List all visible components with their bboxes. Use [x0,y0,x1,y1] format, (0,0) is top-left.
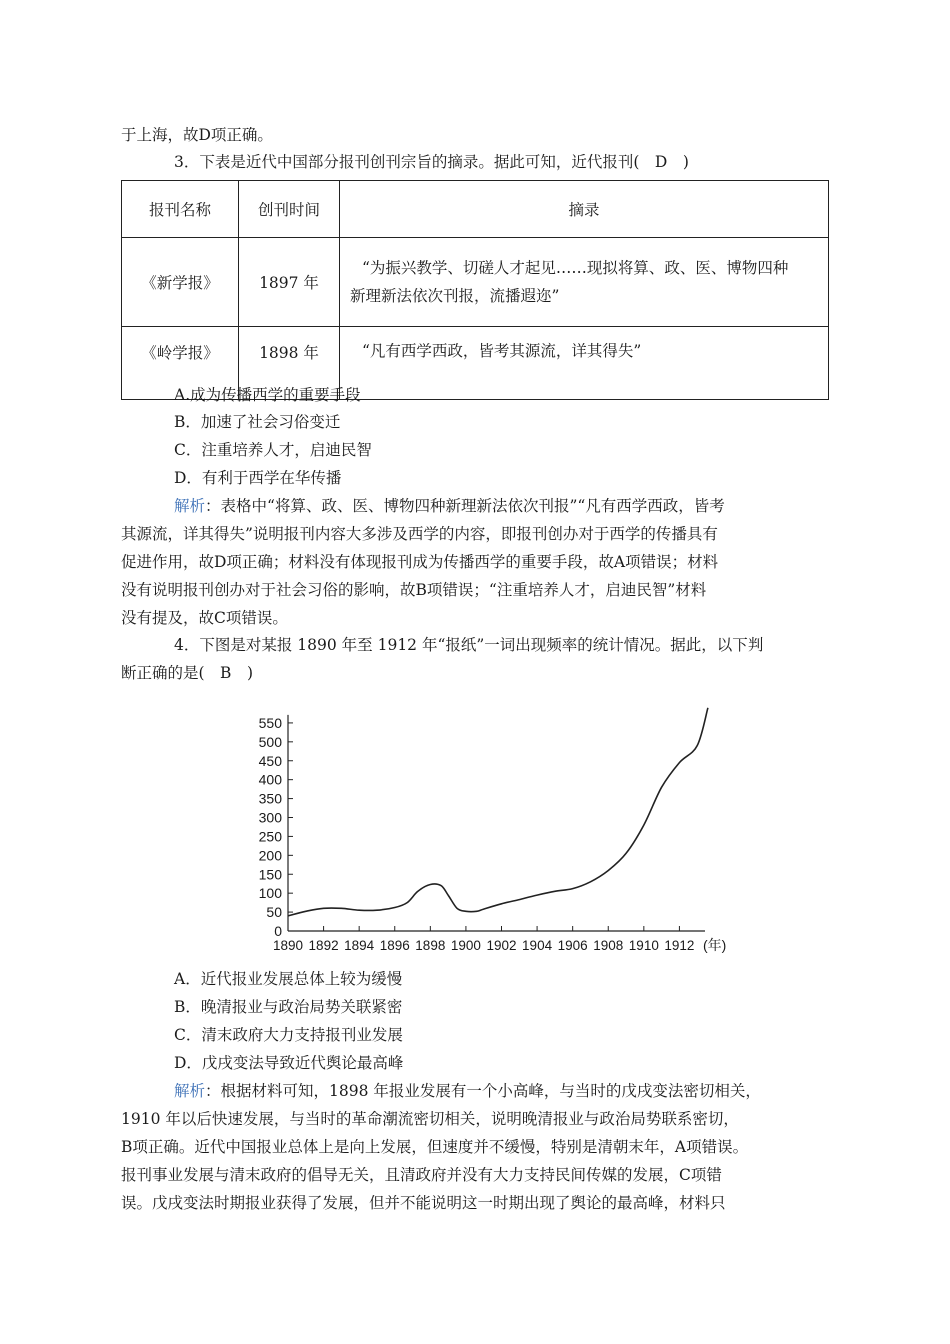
q3-option-c: C．注重培养人才，启迪民智 [174,441,372,459]
frequency-line [288,708,708,916]
newspaper-name: 《新学报》 [122,238,239,327]
analysis-label: 解析 [174,1082,206,1100]
x-tick-label: 1900 [450,938,481,953]
q4-analysis-line: 误。戊戌变法时期报业获得了发展，但并不能说明这一时期出现了舆论的最高峰，材料只 [121,1194,726,1212]
newspaper-name: 《岭学报》 [122,327,239,400]
x-tick-label: 1892 [308,938,339,953]
q4-analysis-line: 解析：根据材料可知，1898 年报业发展有一个小高峰，与当时的戊戌变法密切相关， [174,1082,761,1100]
q4-stem-line: 4．下图是对某报 1890 年至 1912 年“报纸”一词出现频率的统计情况。据此，以下判 [174,636,764,654]
table-row [122,238,829,327]
x-tick-label: 1894 [344,938,375,953]
y-tick-label: 50 [266,904,282,921]
q4-analysis-line: 1910 年以后快速发展，与当时的革命潮流密切相关，说明晚清报业与政治局势联系密切， [121,1110,739,1128]
excerpt-line: 新理新法依次刊报，流播遐迩” [350,287,560,305]
q3-analysis-line: 没有提及，故C项错误。 [121,609,288,627]
q3-analysis-line: 没有说明报刊创办对于社会习俗的影响，故B项错误；“注重培养人才，启迪民智”材料 [121,581,707,599]
q3-analysis-line: 解析：表格中“将算、政、医、博物四种新理新法依次刊报”“凡有西学西政，皆考 [174,497,725,515]
q3-stem: 3．下表是近代中国部分报刊创刊宗旨的摘录。据此可知，近代报刊( D ) [174,153,689,171]
q4-analysis-line: 报刊事业发展与清末政府的倡导无关，且清政府并没有大力支持民间传媒的发展，C项错 [121,1166,722,1184]
excerpt-line: “为振兴教学、切磋人才起见……现拟将算、政、医、博物四种 [362,259,789,277]
x-tick-label: 1902 [486,938,517,953]
q4-stem-line: 断正确的是( B ) [121,664,253,682]
q4-option-a: A．近代报业发展总体上较为缓慢 [174,970,403,988]
q3-analysis-line: 促进作用，故D项正确；材料没有体现报刊成为传播西学的重要手段，故A项错误；材料 [121,553,719,571]
y-tick-label: 150 [258,866,282,883]
excerpt [340,238,829,327]
q4-option-c: C．清末政府大力支持报刊业发展 [174,1026,403,1044]
y-tick-label: 450 [258,752,282,769]
y-tick-label: 250 [258,828,282,845]
founding-year: 1898 年 [239,327,340,400]
y-tick-label: 500 [258,733,282,750]
excerpt-line: “凡有西学西政，皆考其源流，详其得失” [362,342,642,360]
excerpt [340,327,829,400]
q3-option-b: B．加速了社会习俗变迁 [174,413,341,431]
y-tick-label: 200 [258,847,282,864]
x-tick-label: 1904 [522,938,553,953]
y-tick-label: 100 [258,885,282,902]
x-tick-label: 1896 [379,938,410,953]
analysis-label: 解析 [174,497,206,515]
x-tick-label: 1912 [664,938,695,953]
q4-analysis-line: B项正确。近代中国报业总体上是向上发展，但速度并不缓慢，特别是清朝末年，A项错误。 [121,1138,749,1156]
x-tick-label: 1906 [557,938,588,953]
q4-option-d: D．戊戌变法导致近代舆论最高峰 [174,1054,404,1072]
y-tick-label: 350 [258,790,282,807]
y-tick-label: 400 [258,771,282,788]
q4-option-b: B．晚清报业与政治局势关联紧密 [174,998,403,1016]
x-tick-label: 1908 [593,938,624,953]
q3-option-d: D．有利于西学在华传播 [174,469,342,487]
x-tick-label: 1890 [272,938,304,953]
table-header-excerpt: 摘录 [340,181,829,238]
q3-analysis-line: 其源流，详其得失”说明报刊内容大多涉及西学的内容，即报刊创办对于西学的传播具有 [121,525,718,543]
table-header-name: 报刊名称 [122,181,239,238]
x-tick-label: 1910 [628,938,659,953]
x-axis-unit-label: (年) [703,937,727,953]
y-tick-label: 0 [274,923,282,939]
y-tick-label: 300 [258,809,282,826]
table-header-year: 创刊时间 [239,181,340,238]
intro-line: 于上海，故D项正确。 [121,126,273,144]
founding-year: 1897 年 [239,238,340,327]
newspaper-excerpt-table [121,180,829,400]
q3-option-a: A.成为传播西学的重要手段 [174,386,361,404]
y-tick-label: 550 [258,714,282,731]
x-tick-label: 1898 [415,938,446,953]
newspaper-frequency-chart [240,700,740,970]
